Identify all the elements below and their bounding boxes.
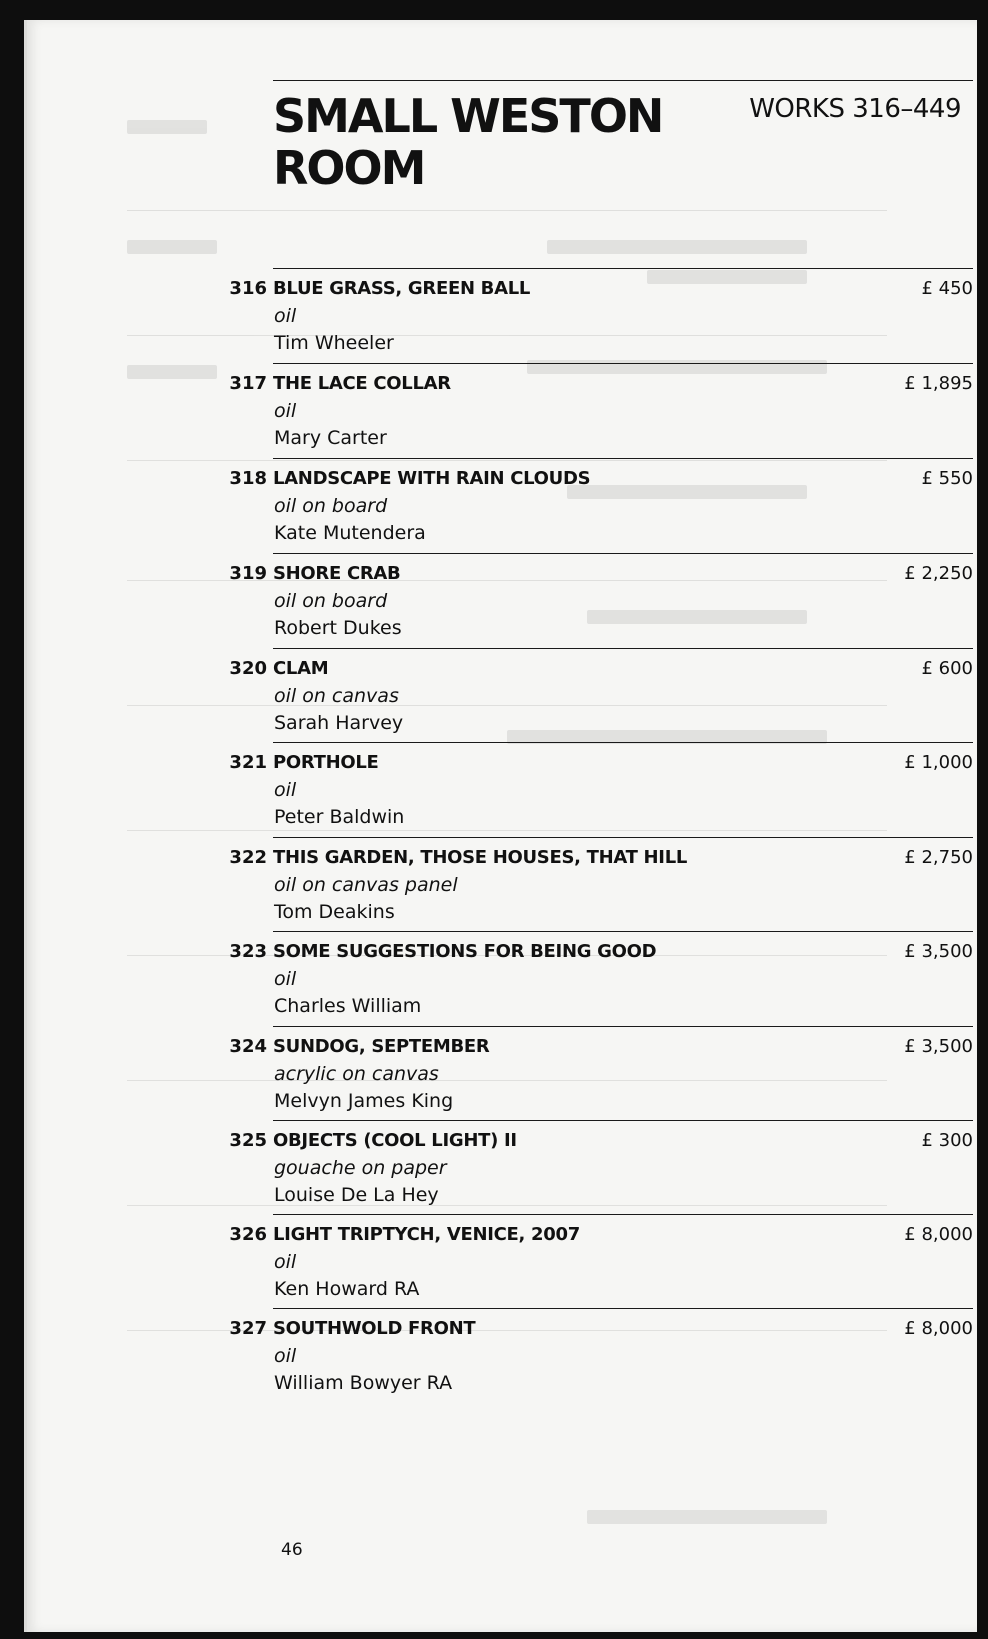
entry-divider <box>273 1120 973 1121</box>
catalogue-entry <box>223 1308 973 1403</box>
entry-number: 316 <box>229 278 267 299</box>
catalogue-entry <box>223 1120 973 1215</box>
entry-medium: oil on canvas panel <box>274 874 458 896</box>
room-title <box>273 90 713 194</box>
entry-title: THE LACE COLLAR <box>273 373 451 394</box>
entry-divider <box>273 1308 973 1309</box>
entry-price: £ 8,000 <box>904 1318 973 1339</box>
entry-title: LANDSCAPE WITH RAIN CLOUDS <box>273 468 591 489</box>
entry-number: 322 <box>229 847 267 868</box>
entry-divider <box>273 1026 973 1027</box>
entry-artist: Sarah Harvey <box>274 712 404 734</box>
entry-price: £ 450 <box>921 278 973 299</box>
catalogue-entry <box>223 268 973 363</box>
entry-title: SUNDOG, SEPTEMBER <box>273 1036 490 1057</box>
entry-artist: Robert Dukes <box>274 617 402 639</box>
entry-number: 321 <box>229 752 267 773</box>
entry-price: £ 1,000 <box>904 752 973 773</box>
entry-medium: oil on board <box>274 590 388 612</box>
room-title-line-1: SMALL WESTON <box>273 89 663 143</box>
catalogue-entry <box>223 553 973 648</box>
entry-medium: oil <box>274 305 297 327</box>
header-rule <box>273 80 973 81</box>
entry-number: 324 <box>229 1036 267 1057</box>
entry-medium: oil <box>274 779 297 801</box>
room-title-line-2: ROOM <box>273 141 425 195</box>
entry-number: 326 <box>229 1224 267 1245</box>
entry-medium: oil on canvas <box>274 685 399 707</box>
entry-number: 320 <box>229 658 267 679</box>
entry-artist: Peter Baldwin <box>274 806 405 828</box>
catalogue-page <box>24 20 977 1632</box>
entry-medium: gouache on paper <box>274 1157 447 1179</box>
entry-artist: Kate Mutendera <box>274 522 426 544</box>
catalogue-entry <box>223 1026 973 1121</box>
entry-number: 327 <box>229 1318 267 1339</box>
entry-number: 319 <box>229 563 267 584</box>
entry-title: CLAM <box>273 658 329 679</box>
entry-medium: oil <box>274 1345 297 1367</box>
entry-divider <box>273 553 973 554</box>
entry-title: OBJECTS (COOL LIGHT) II <box>273 1130 517 1151</box>
entry-artist: Ken Howard RA <box>274 1278 420 1300</box>
entry-price: £ 3,500 <box>904 1036 973 1057</box>
works-range: WORKS 316–449 <box>749 94 961 124</box>
entry-medium: oil on board <box>274 495 388 517</box>
entry-divider <box>273 268 973 269</box>
catalogue-entry <box>223 931 973 1026</box>
entry-title: PORTHOLE <box>273 752 379 773</box>
entry-artist: Melvyn James King <box>274 1090 454 1112</box>
entry-divider <box>273 458 973 459</box>
entry-title: SOME SUGGESTIONS FOR BEING GOOD <box>273 941 657 962</box>
entry-divider <box>273 1214 973 1215</box>
entry-title: THIS GARDEN, THOSE HOUSES, THAT HILL <box>273 847 688 868</box>
entry-title: BLUE GRASS, GREEN BALL <box>273 278 531 299</box>
entry-medium: oil <box>274 1251 297 1273</box>
entry-number: 325 <box>229 1130 267 1151</box>
catalogue-entry <box>223 363 973 458</box>
catalogue-entry <box>223 648 973 743</box>
catalogue-entry <box>223 1214 973 1309</box>
entry-price: £ 1,895 <box>904 373 973 394</box>
entry-artist: Tom Deakins <box>274 901 395 923</box>
entry-price: £ 2,250 <box>904 563 973 584</box>
entry-medium: oil <box>274 968 297 990</box>
entry-price: £ 600 <box>921 658 973 679</box>
entry-number: 317 <box>229 373 267 394</box>
page-number: 46 <box>281 1540 303 1560</box>
catalogue-entry <box>223 837 973 932</box>
entry-artist: Louise De La Hey <box>274 1184 439 1206</box>
entry-divider <box>273 837 973 838</box>
entry-title: LIGHT TRIPTYCH, VENICE, 2007 <box>273 1224 580 1245</box>
entry-title: SOUTHWOLD FRONT <box>273 1318 476 1339</box>
entry-artist: William Bowyer RA <box>274 1372 453 1394</box>
entry-artist: Tim Wheeler <box>274 332 394 354</box>
catalogue-entry <box>223 742 973 837</box>
entry-price: £ 550 <box>921 468 973 489</box>
entry-price: £ 3,500 <box>904 941 973 962</box>
entry-price: £ 300 <box>921 1130 973 1151</box>
entry-artist: Charles William <box>274 995 422 1017</box>
entry-artist: Mary Carter <box>274 427 387 449</box>
entry-title: SHORE CRAB <box>273 563 401 584</box>
entry-price: £ 2,750 <box>904 847 973 868</box>
entry-divider <box>273 931 973 932</box>
entry-divider <box>273 363 973 364</box>
entry-price: £ 8,000 <box>904 1224 973 1245</box>
entry-medium: oil <box>274 400 297 422</box>
catalogue-entry <box>223 458 973 553</box>
entry-divider <box>273 648 973 649</box>
entry-number: 323 <box>229 941 267 962</box>
entry-medium: acrylic on canvas <box>274 1063 439 1085</box>
entry-divider <box>273 742 973 743</box>
entry-number: 318 <box>229 468 267 489</box>
